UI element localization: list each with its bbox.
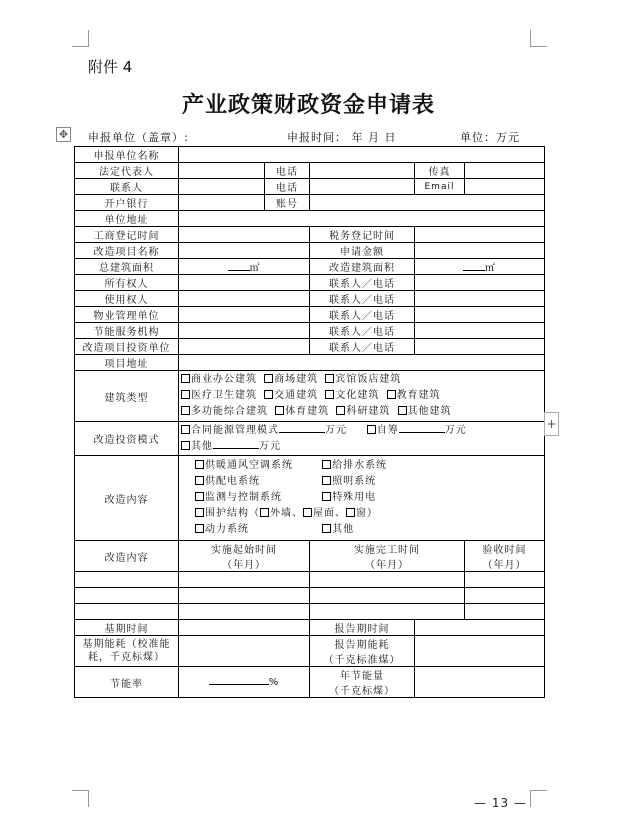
page-title: 产业政策财政资金申请表: [181, 92, 435, 118]
checkbox-icon: [346, 508, 355, 517]
checkbox-icon: [181, 425, 190, 434]
schedule-label: 改造内容: [75, 541, 179, 572]
saving-rate-cell[interactable]: %: [179, 667, 310, 698]
building-type-option[interactable]: 商业办公建筑: [181, 372, 257, 388]
energy-service-label: 节能服务机构: [75, 323, 179, 339]
crop-mark-top-right: [530, 30, 547, 47]
content-option[interactable]: 特殊用电: [322, 490, 376, 506]
annual-saving-cell[interactable]: [415, 667, 545, 698]
property-contact-cell[interactable]: [415, 307, 545, 323]
checkbox-icon: [398, 406, 407, 415]
schedule-end-cell[interactable]: [310, 572, 465, 588]
property-contact-label: 联系人／电话: [310, 307, 415, 323]
page-number: — 13 —: [474, 796, 527, 810]
investor-contact-label: 联系人／电话: [310, 339, 415, 355]
tax-reg-time-cell[interactable]: [415, 227, 545, 243]
checkbox-icon: [336, 406, 345, 415]
building-type-option[interactable]: 商场建筑: [264, 372, 318, 388]
investor-label: 改造项目投资单位: [75, 339, 179, 355]
add-row-button[interactable]: +: [544, 412, 559, 436]
checkbox-icon: [264, 374, 273, 383]
schedule-start-cell[interactable]: [179, 588, 310, 604]
legal-rep-cell[interactable]: [179, 163, 265, 179]
schedule-row-label-cell[interactable]: [75, 572, 179, 588]
checkbox-icon: [322, 524, 331, 533]
owner-contact-label: 联系人／电话: [310, 275, 415, 291]
content-option[interactable]: 照明系统: [322, 474, 376, 490]
invest-mode-emc-option[interactable]: 合同能源管理模式 万元: [181, 423, 347, 439]
user-cell[interactable]: [179, 291, 310, 307]
contact-phone-cell[interactable]: [310, 179, 415, 195]
fax-label: 传真: [415, 163, 465, 179]
report-period-label: 报告期时间: [310, 620, 415, 636]
schedule-end-cell[interactable]: [310, 604, 465, 620]
amount-cell[interactable]: [415, 243, 545, 259]
email-label: Email: [415, 179, 465, 195]
legal-rep-label: 法定代表人: [75, 163, 179, 179]
building-type-options: [179, 371, 545, 422]
phone-label: 电话: [265, 163, 310, 179]
project-name-label: 改造项目名称: [75, 243, 179, 259]
schedule-accept-cell[interactable]: [465, 572, 545, 588]
invest-mode-other-option[interactable]: 其他 万元: [181, 439, 281, 455]
project-address-cell[interactable]: [179, 355, 545, 371]
building-type-option[interactable]: 宾馆饭店建筑: [325, 372, 401, 388]
content-option[interactable]: 给排水系统: [322, 458, 387, 474]
base-period-label: 基期时间: [75, 620, 179, 636]
checkbox-icon: [275, 406, 284, 415]
building-type-option[interactable]: 医疗卫生建筑: [181, 388, 257, 404]
checkbox-icon: [195, 476, 204, 485]
checkbox-icon: [181, 374, 190, 383]
phone-cell[interactable]: [310, 163, 415, 179]
invest-mode-options: [179, 422, 545, 456]
biz-reg-time-label: 工商登记时间: [75, 227, 179, 243]
checkbox-icon: [322, 476, 331, 485]
schedule-start-header: 实施起始时间 （年月）: [179, 541, 310, 572]
biz-reg-time-cell[interactable]: [179, 227, 310, 243]
schedule-end-cell[interactable]: [310, 588, 465, 604]
project-name-cell[interactable]: [179, 243, 310, 259]
retrofit-area-cell[interactable]: ㎡: [415, 259, 545, 275]
schedule-end-header: 实施完工时间 （年月）: [310, 541, 465, 572]
bank-label: 开户银行: [75, 195, 179, 211]
checkbox-icon: [195, 524, 204, 533]
user-contact-cell[interactable]: [415, 291, 545, 307]
address-label: 单位地址: [75, 211, 179, 227]
building-type-option[interactable]: 教育建筑: [387, 388, 441, 404]
investor-contact-cell[interactable]: [415, 339, 545, 355]
account-label: 账号: [265, 195, 310, 211]
report-energy-label: 报告期能耗 （千克标准煤）: [310, 636, 415, 667]
content-option[interactable]: 供配电系统: [195, 474, 315, 490]
building-type-option[interactable]: 体育建筑: [275, 404, 329, 420]
building-type-label: 建筑类型: [75, 371, 179, 422]
schedule-row-label-cell[interactable]: [75, 588, 179, 604]
applicant-unit-label: 申报单位（盖章）:: [88, 131, 189, 144]
energy-service-contact-label: 联系人／电话: [310, 323, 415, 339]
apply-time-label: 申报时间： 年 月 日: [287, 131, 397, 144]
user-label: 使用权人: [75, 291, 179, 307]
content-envelope-option[interactable]: 围护结构（ 外墙、 屋面、 窗）: [195, 506, 542, 522]
checkbox-icon: [303, 508, 312, 517]
content-option[interactable]: 其他: [322, 522, 354, 538]
fax-cell[interactable]: [465, 163, 545, 179]
checkbox-icon: [195, 492, 204, 501]
contact-cell[interactable]: [179, 179, 265, 195]
crop-mark-top-left: [72, 30, 89, 47]
property-mgmt-cell[interactable]: [179, 307, 310, 323]
report-energy-cell[interactable]: [415, 636, 545, 667]
saving-rate-label: 节能率: [75, 667, 179, 698]
building-type-option[interactable]: 交通建筑: [264, 388, 318, 404]
content-option[interactable]: 动力系统: [195, 522, 315, 538]
checkbox-icon: [260, 508, 269, 517]
checkbox-icon: [367, 425, 376, 434]
invest-mode-label: 改造投资模式: [75, 422, 179, 456]
property-mgmt-label: 物业管理单位: [75, 307, 179, 323]
schedule-row-label-cell[interactable]: [75, 604, 179, 620]
report-period-cell[interactable]: [415, 620, 545, 636]
crop-mark-bottom-left: [72, 790, 89, 807]
owner-contact-cell[interactable]: [415, 275, 545, 291]
schedule-start-cell[interactable]: [179, 572, 310, 588]
base-energy-label: 基期能耗（校准能耗，千克标煤）: [75, 636, 179, 667]
checkbox-icon: [387, 390, 396, 399]
schedule-accept-cell[interactable]: [465, 588, 545, 604]
bank-cell[interactable]: [179, 195, 265, 211]
checkbox-icon: [325, 374, 334, 383]
schedule-accept-cell[interactable]: [465, 604, 545, 620]
application-form-table: [74, 146, 545, 698]
building-type-option[interactable]: 文化建筑: [325, 388, 379, 404]
energy-service-cell[interactable]: [179, 323, 310, 339]
account-cell[interactable]: [310, 195, 545, 211]
investor-cell[interactable]: [179, 339, 310, 355]
checkbox-icon: [195, 460, 204, 469]
crop-mark-bottom-right: [530, 790, 547, 807]
building-type-option[interactable]: 多功能综合建筑: [181, 404, 268, 420]
content-option[interactable]: 供暖通风空调系统: [195, 458, 315, 474]
schedule-start-cell[interactable]: [179, 604, 310, 620]
contact-label: 联系人: [75, 179, 179, 195]
content-options: [179, 456, 545, 541]
schedule-accept-header: 验收时间 （年月）: [465, 541, 545, 572]
total-area-cell[interactable]: ㎡: [179, 259, 310, 275]
base-period-cell[interactable]: [179, 620, 310, 636]
base-energy-cell[interactable]: [179, 636, 310, 667]
owner-label: 所有权人: [75, 275, 179, 291]
money-unit-label: 单位：万元: [460, 131, 520, 144]
project-address-label: 项目地址: [75, 355, 179, 371]
table-move-handle-icon[interactable]: ✥: [56, 127, 71, 142]
checkbox-icon: [181, 406, 190, 415]
checkbox-icon: [322, 492, 331, 501]
email-cell[interactable]: [465, 179, 545, 195]
checkbox-icon: [181, 390, 190, 399]
amount-label: 申请金额: [310, 243, 415, 259]
checkbox-icon: [195, 508, 204, 517]
content-option[interactable]: 监测与控制系统: [195, 490, 315, 506]
attachment-label: 附件 4: [88, 58, 133, 76]
address-cell[interactable]: [179, 211, 545, 227]
checkbox-icon: [181, 441, 190, 450]
checkbox-icon: [325, 390, 334, 399]
total-area-label: 总建筑面积: [75, 259, 179, 275]
contact-phone-label: 电话: [265, 179, 310, 195]
invest-mode-self-option[interactable]: 自筹 万元: [367, 423, 467, 439]
building-type-option[interactable]: 其他建筑: [398, 404, 452, 420]
user-contact-label: 联系人／电话: [310, 291, 415, 307]
applicant-name-cell[interactable]: [179, 147, 545, 163]
retrofit-area-label: 改造建筑面积: [310, 259, 415, 275]
content-label: 改造内容: [75, 456, 179, 541]
applicant-name-label: 申报单位名称: [75, 147, 179, 163]
owner-cell[interactable]: [179, 275, 310, 291]
checkbox-icon: [264, 390, 273, 399]
energy-service-contact-cell[interactable]: [415, 323, 545, 339]
building-type-option[interactable]: 科研建筑: [336, 404, 390, 420]
annual-saving-label: 年节能量 （千克标煤）: [310, 667, 415, 698]
checkbox-icon: [322, 460, 331, 469]
tax-reg-time-label: 税务登记时间: [310, 227, 415, 243]
